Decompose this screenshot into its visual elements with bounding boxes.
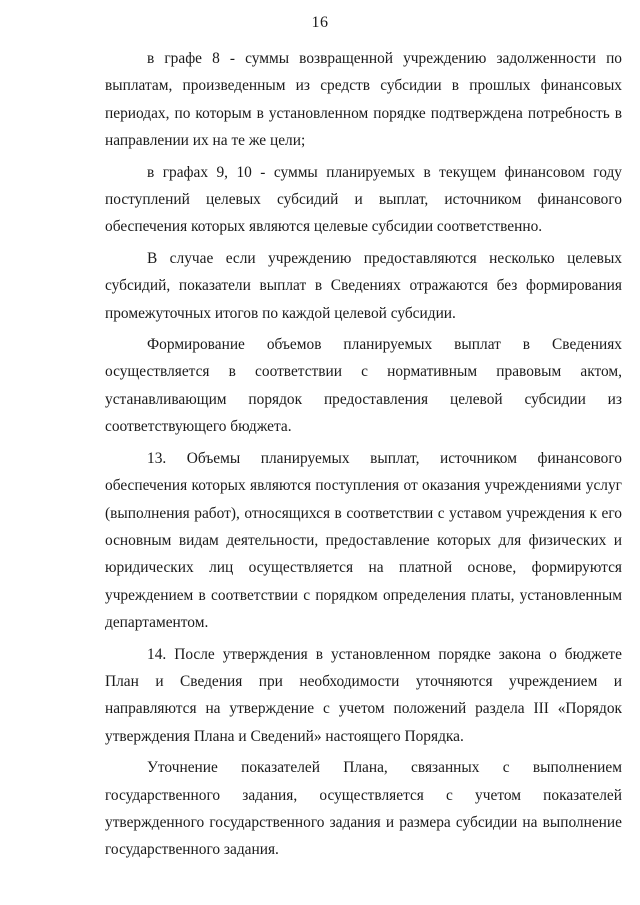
paragraph-graphs-9-10: в графах 9, 10 - суммы планируемых в текущем финансовом году поступлений целевых субсидий и выплат, источником финансового обеспечения которых являются целевые субсидии соответственно. bbox=[105, 163, 622, 236]
paragraph-multiple-subsidies: В случае если учреждению предоставляются несколько целевых субсидий, показатели выплат в Сведениях отражаются без формирования промежуточных итогов по каждой целевой субсидии. bbox=[105, 249, 622, 322]
paragraph-item-13: 13. Объемы планируемых выплат, источником финансового обеспечения которых являются поступления от оказания учреждениями услуг (выполнения работ), относящихся в соответствии с уставом учреждения к его основным видам деятельности, предоставление которых для физических и юридических лиц осуществляется на платной основе, формируются учреждением в соответствии с порядком определения платы, установленным департаментом. bbox=[105, 449, 622, 632]
paragraph-plan-clarification: Уточнение показателей Плана, связанных с выполнением государственного задания, осуществляется с учетом показателей утвержденного государственного задания и размера субсидии на выполнение государственного задания. bbox=[105, 759, 622, 859]
paragraph-graph-8: в графе 8 - суммы возвращенной учреждению задолженности по выплатам, произведенным из средств субсидии в прошлых финансовых периодах, по которым в установленном порядке подтверждена потребность в направлении их на те же цели; bbox=[105, 50, 622, 150]
document-body bbox=[105, 45, 622, 864]
paragraph-item-14: 14. После утверждения в установленном порядке закона о бюджете План и Сведения при необходимости уточняются учреждением и направляются на утверждение с учетом положений раздела III «Порядок утверждения Плана и Сведений» настоящего Порядка. bbox=[105, 645, 622, 745]
page-number: 16 bbox=[311, 14, 329, 31]
paragraph-payment-formation: Формирование объемов планируемых выплат в Сведениях осуществляется в соответствии с нормативным правовым актом, устанавливающим порядок предоставления целевой субсидии из соответствующего бюджета. bbox=[105, 336, 622, 436]
